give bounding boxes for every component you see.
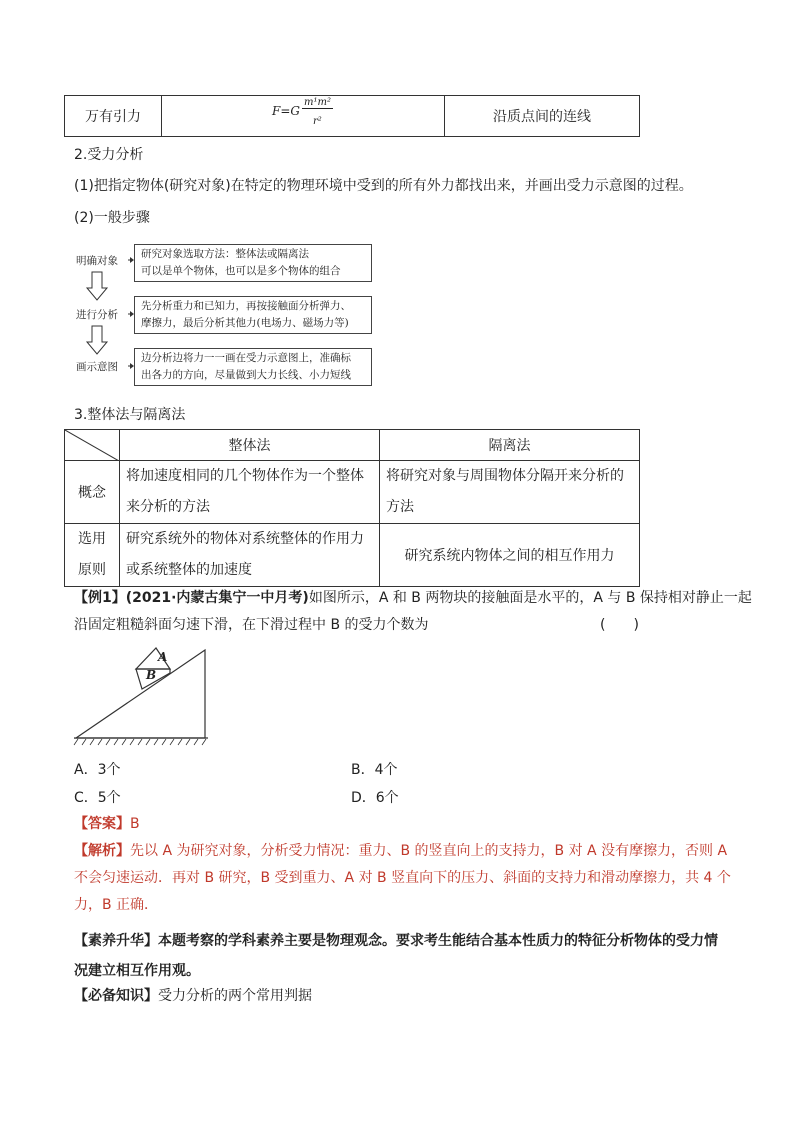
row-principle-label: 选用 原则 — [65, 524, 120, 587]
header-holistic: 整体法 — [120, 430, 380, 461]
example-tag: 【例1】(2021·内蒙古集宁一中月考) — [74, 590, 309, 606]
analysis-tag: 【解析】 — [74, 843, 130, 859]
literacy-line-2: 况建立相互作用观。 — [74, 963, 200, 979]
flow-step-3-line-1: 边分析边将力一一画在受力示意图上，准确标 — [141, 352, 351, 364]
answer-value: B — [130, 816, 140, 832]
literacy-line-1 — [74, 932, 718, 950]
header-isolation: 隔离法 — [380, 430, 640, 461]
literacy-text-1: 本题考察的学科素养主要是物理观念。要求考生能结合基本性质力的特征分析物体的受力情 — [158, 933, 718, 949]
formula-numerator: m¹m² — [304, 97, 331, 108]
block-a-label: A — [158, 650, 168, 664]
option-a: A．3个 — [74, 762, 121, 778]
formula-eq: =G — [280, 104, 300, 118]
analysis-text-1: 先以 A 为研究对象，分析受力情况：重力、B 的竖直向上的支持力，B 对 A 没有摩擦力，否则 A — [130, 843, 728, 859]
option-b: B．4个 — [351, 762, 398, 778]
gravity-label: 万有引力 — [65, 96, 162, 137]
method-comparison-table — [64, 429, 640, 587]
flow-step-1-line-1: 研究对象选取方法：整体法或隔离法 — [141, 248, 309, 260]
diagonal-slash — [65, 430, 119, 461]
analysis-line-1 — [74, 842, 727, 860]
flow-step-3-line-2: 出各力的方向，尽量做到大力长线、小力短线 — [141, 369, 351, 381]
option-d: D．6个 — [351, 790, 399, 806]
table-corner-cell — [65, 430, 120, 461]
concept-holistic: 将加速度相同的几个物体作为一个整体 来分析的方法 — [120, 461, 380, 524]
knowledge-text: 受力分析的两个常用判据 — [158, 988, 312, 1004]
flow-step-2-box — [134, 296, 372, 334]
example-question-text-1: 如图所示，A 和 B 两物块的接触面是水平的，A 与 B 保持相对静止一起 — [308, 590, 752, 606]
example-question-line-2: 沿固定粗糙斜面匀速下滑，在下滑过程中 B 的受力个数为 — [74, 617, 429, 633]
flow-step-2-line-1: 先分析重力和已知力，再按接触面分析弹力、 — [141, 300, 351, 312]
section-2-heading: 2.受力分析 — [74, 147, 144, 163]
flow-step-2-line-2: 摩擦力，最后分析其他力(电场力、磁场力等) — [141, 317, 349, 329]
knowledge-tag: 【必备知识】 — [74, 988, 158, 1004]
row-concept-label: 概念 — [65, 461, 120, 524]
flow-step-3-box — [134, 348, 372, 386]
gravity-table — [64, 95, 640, 137]
answer-line — [74, 815, 140, 833]
section-2-paragraph-2: (2)一般步骤 — [74, 210, 150, 226]
gravity-direction: 沿质点间的连线 — [445, 96, 640, 137]
incline-diagram — [70, 645, 215, 750]
gravity-formula — [162, 96, 445, 137]
answer-blank: ( ) — [600, 617, 639, 633]
flow-step-1-line-2: 可以是单个物体，也可以是多个物体的组合 — [141, 265, 341, 277]
section-3-heading: 3.整体法与隔离法 — [74, 407, 186, 423]
literacy-tag: 【素养升华】 — [74, 933, 158, 949]
flow-step-1-label: 明确对象 — [76, 255, 118, 267]
section-2-paragraph-1: (1)把指定物体(研究对象)在特定的物理环境中受到的所有外力都找出来，并画出受力示意图的过程。 — [74, 178, 693, 194]
answer-tag: 【答案】 — [74, 816, 130, 832]
flow-step-3-label: 画示意图 — [76, 361, 118, 373]
analysis-line-3: 力，B 正确． — [74, 897, 159, 913]
option-c: C．5个 — [74, 790, 121, 806]
ground-hatching — [74, 739, 206, 745]
principle-isolation: 研究系统内物体之间的相互作用力 — [380, 524, 640, 587]
formula-F: F — [272, 104, 281, 118]
block-b-label: B — [146, 668, 157, 682]
flow-step-2-label: 进行分析 — [76, 309, 118, 321]
formula-denominator: r² — [313, 116, 322, 127]
analysis-line-2: 不会匀速运动．再对 B 研究，B 受到重力、A 对 B 竖直向下的压力、斜面的支持力和滑动摩擦力，共 4 个 — [74, 870, 731, 886]
knowledge-line — [74, 987, 312, 1005]
flow-step-1-box — [134, 244, 372, 282]
example-question-line-1 — [74, 589, 752, 607]
principle-holistic: 研究系统外的物体对系统整体的作用力 或系统整体的加速度 — [120, 524, 380, 587]
concept-isolation: 将研究对象与周围物体分隔开来分析的 方法 — [380, 461, 640, 524]
